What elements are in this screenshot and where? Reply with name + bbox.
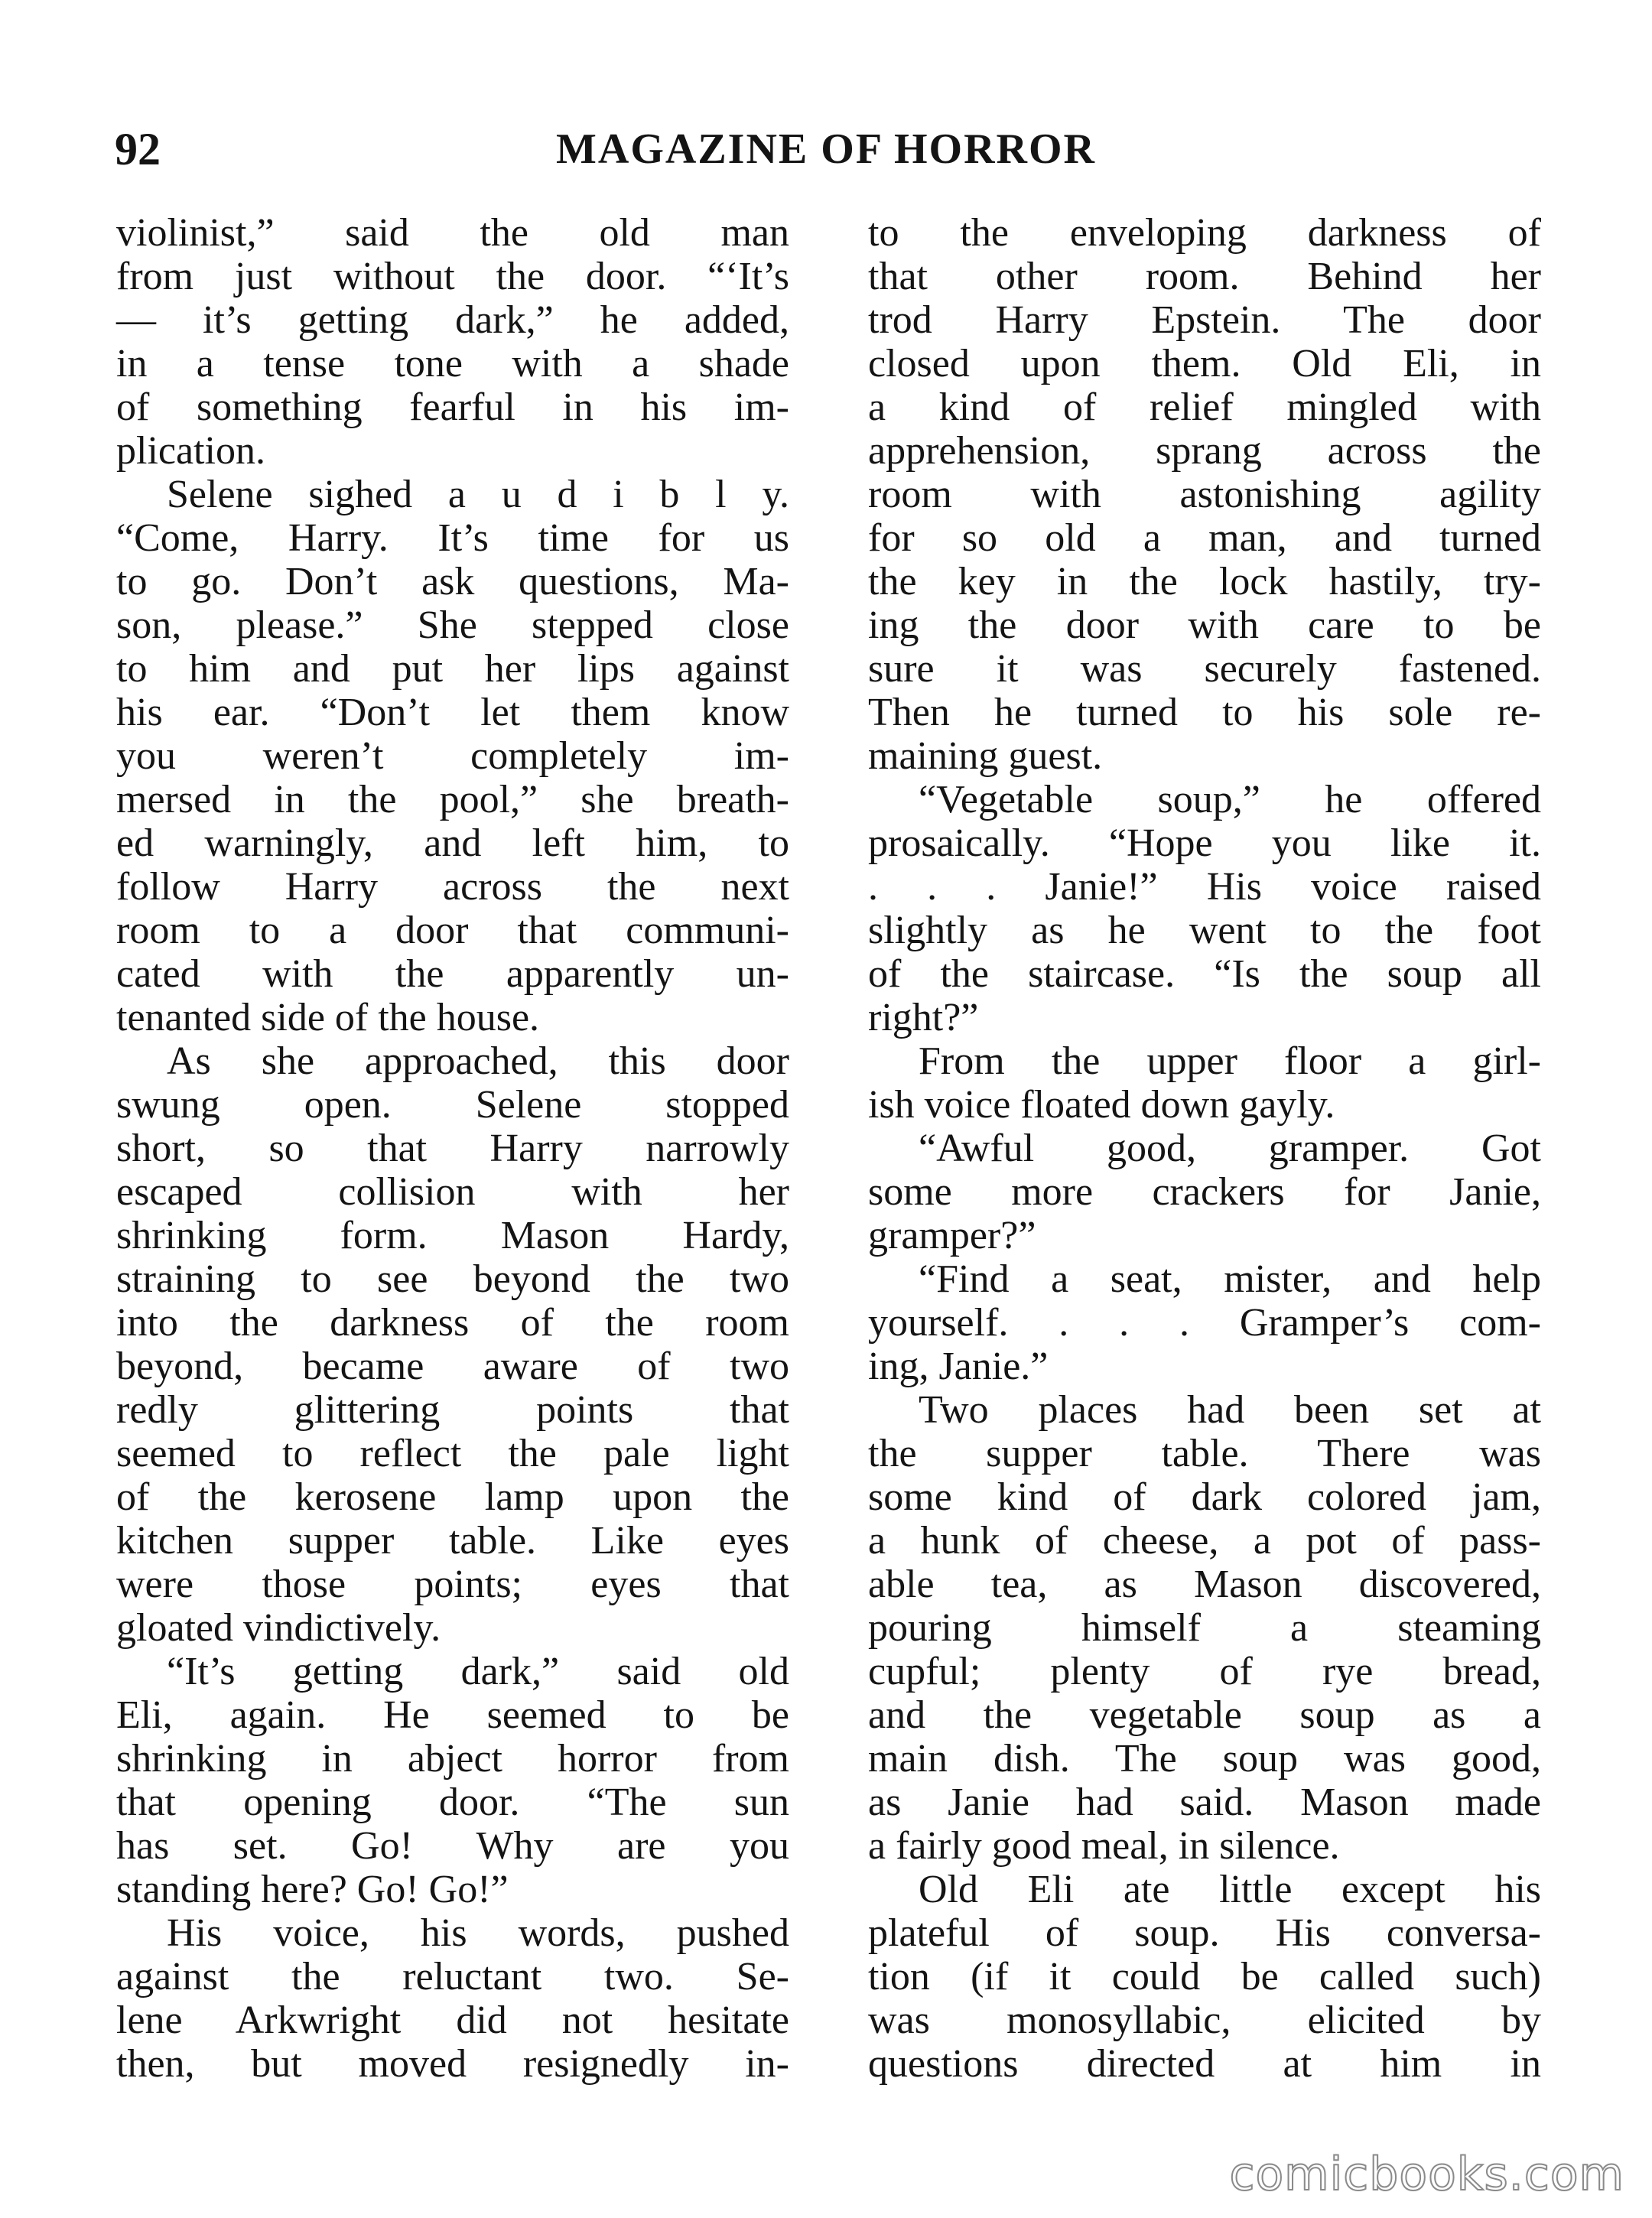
text-line: some kind of dark colored jam, <box>868 1475 1541 1519</box>
text-line: mersed in the pool,” she breath- <box>116 778 789 821</box>
text-line: ing, Janie.” <box>868 1345 1049 1388</box>
text-line: straining to see beyond the two <box>116 1257 789 1301</box>
text-line: for so old a man, and turned <box>868 516 1541 560</box>
page-number: 92 <box>115 124 161 174</box>
text-column-right <box>868 211 1541 2086</box>
text-line: has set. Go! Why are you <box>116 1824 789 1868</box>
text-line: kitchen supper table. Like eyes <box>116 1519 789 1563</box>
text-line: Old Eli ate little except his <box>919 1868 1541 1911</box>
text-line: “Find a seat, mister, and help <box>919 1257 1541 1301</box>
text-line: tion (if it could be called such) <box>868 1955 1541 1998</box>
text-line: gramper?” <box>868 1214 1036 1257</box>
text-line: prosaically. “Hope you like it. <box>868 821 1541 865</box>
text-line: then, but moved resignedly in- <box>116 2042 789 2086</box>
text-line: seemed to reflect the pale light <box>116 1432 789 1475</box>
watermark: comicbooks.com <box>1229 2148 1624 2201</box>
text-line: the key in the lock hastily, try- <box>868 560 1541 603</box>
text-line: closed upon them. Old Eli, in <box>868 342 1541 385</box>
text-line: to go. Don’t ask questions, Ma- <box>116 560 789 603</box>
text-line: “Awful good, gramper. Got <box>919 1127 1541 1170</box>
text-column-left <box>116 211 789 2086</box>
text-line: beyond, became aware of two <box>116 1345 789 1388</box>
text-line: — it’s getting dark,” he added, <box>116 298 789 342</box>
text-line: lene Arkwright did not hesitate <box>116 1998 789 2042</box>
running-title: MAGAZINE OF HORROR <box>556 125 1096 173</box>
text-line: “It’s getting dark,” said old <box>167 1650 789 1693</box>
text-line: pouring himself a steaming <box>868 1606 1541 1650</box>
text-line: that opening door. “The sun <box>116 1781 789 1824</box>
text-line: into the darkness of the room <box>116 1301 789 1345</box>
text-line: swung open. Selene stopped <box>116 1083 789 1127</box>
text-line: were those points; eyes that <box>116 1563 789 1606</box>
text-line: ish voice floated down gayly. <box>868 1083 1335 1127</box>
text-line: right?” <box>868 996 979 1039</box>
text-line: As she approached, this door <box>167 1039 789 1083</box>
text-line: able tea, as Mason discovered, <box>868 1563 1541 1606</box>
text-line: plateful of soup. His conversa- <box>868 1911 1541 1955</box>
text-line: a kind of relief mingled with <box>868 385 1541 429</box>
text-line: you weren’t completely im- <box>116 734 789 778</box>
text-line: to him and put her lips against <box>116 647 789 691</box>
text-line: His voice, his words, pushed <box>167 1911 789 1955</box>
text-line: shrinking in abject horror from <box>116 1737 789 1781</box>
text-line: follow Harry across the next <box>116 865 789 909</box>
text-line: . . . Janie!” His voice raised <box>868 865 1541 909</box>
text-line: of the staircase. “Is the soup all <box>868 952 1541 996</box>
text-line: a hunk of cheese, a pot of pass- <box>868 1519 1541 1563</box>
text-line: short, so that Harry narrowly <box>116 1127 789 1170</box>
text-line: of something fearful in his im- <box>116 385 789 429</box>
text-line: questions directed at him in <box>868 2042 1541 2086</box>
text-line: that other room. Behind her <box>868 255 1541 298</box>
text-line: redly glittering points that <box>116 1388 789 1432</box>
text-line: some more crackers for Janie, <box>868 1170 1541 1214</box>
text-line: from just without the door. “‘It’s <box>116 255 789 298</box>
text-line: From the upper floor a girl- <box>919 1039 1541 1083</box>
text-line: was monosyllabic, elicited by <box>868 1998 1541 2042</box>
text-line: his ear. “Don’t let them know <box>116 691 789 734</box>
text-line: of the kerosene lamp upon the <box>116 1475 789 1519</box>
text-line: Eli, again. He seemed to be <box>116 1693 789 1737</box>
text-line: gloated vindictively. <box>116 1606 441 1650</box>
text-line: cated with the apparently un- <box>116 952 789 996</box>
text-line: violinist,” said the old man <box>116 211 789 255</box>
text-line: and the vegetable soup as a <box>868 1693 1541 1737</box>
text-line: apprehension, sprang across the <box>868 429 1541 473</box>
text-line: main dish. The soup was good, <box>868 1737 1541 1781</box>
page-header <box>115 119 1537 180</box>
text-line: the supper table. There was <box>868 1432 1541 1475</box>
text-line: “Come, Harry. It’s time for us <box>116 516 789 560</box>
text-line: Then he turned to his sole re- <box>868 691 1541 734</box>
text-line: room to a door that communi- <box>116 909 789 952</box>
text-line: ed warningly, and left him, to <box>116 821 789 865</box>
text-line: in a tense tone with a shade <box>116 342 789 385</box>
text-line: escaped collision with her <box>116 1170 789 1214</box>
text-line: yourself. . . . Gramper’s com- <box>868 1301 1541 1345</box>
text-line: shrinking form. Mason Hardy, <box>116 1214 789 1257</box>
text-line: standing here? Go! Go!” <box>116 1868 509 1911</box>
text-line: to the enveloping darkness of <box>868 211 1541 255</box>
text-line: sure it was securely fastened. <box>868 647 1541 691</box>
text-line: son, please.” She stepped close <box>116 603 789 647</box>
text-line: Two places had been set at <box>919 1388 1541 1432</box>
text-line: plication. <box>116 429 265 473</box>
text-line: against the reluctant two. Se- <box>116 1955 789 1998</box>
text-line: Selene sighed a u d i b l y. <box>167 473 789 516</box>
text-line: cupful; plenty of rye bread, <box>868 1650 1541 1693</box>
text-line: “Vegetable soup,” he offered <box>919 778 1541 821</box>
text-line: slightly as he went to the foot <box>868 909 1541 952</box>
text-line: maining guest. <box>868 734 1103 778</box>
text-line: ing the door with care to be <box>868 603 1541 647</box>
text-line: tenanted side of the house. <box>116 996 540 1039</box>
text-line: room with astonishing agility <box>868 473 1541 516</box>
text-line: a fairly good meal, in silence. <box>868 1824 1340 1868</box>
text-line: as Janie had said. Mason made <box>868 1781 1541 1824</box>
text-line: trod Harry Epstein. The door <box>868 298 1541 342</box>
